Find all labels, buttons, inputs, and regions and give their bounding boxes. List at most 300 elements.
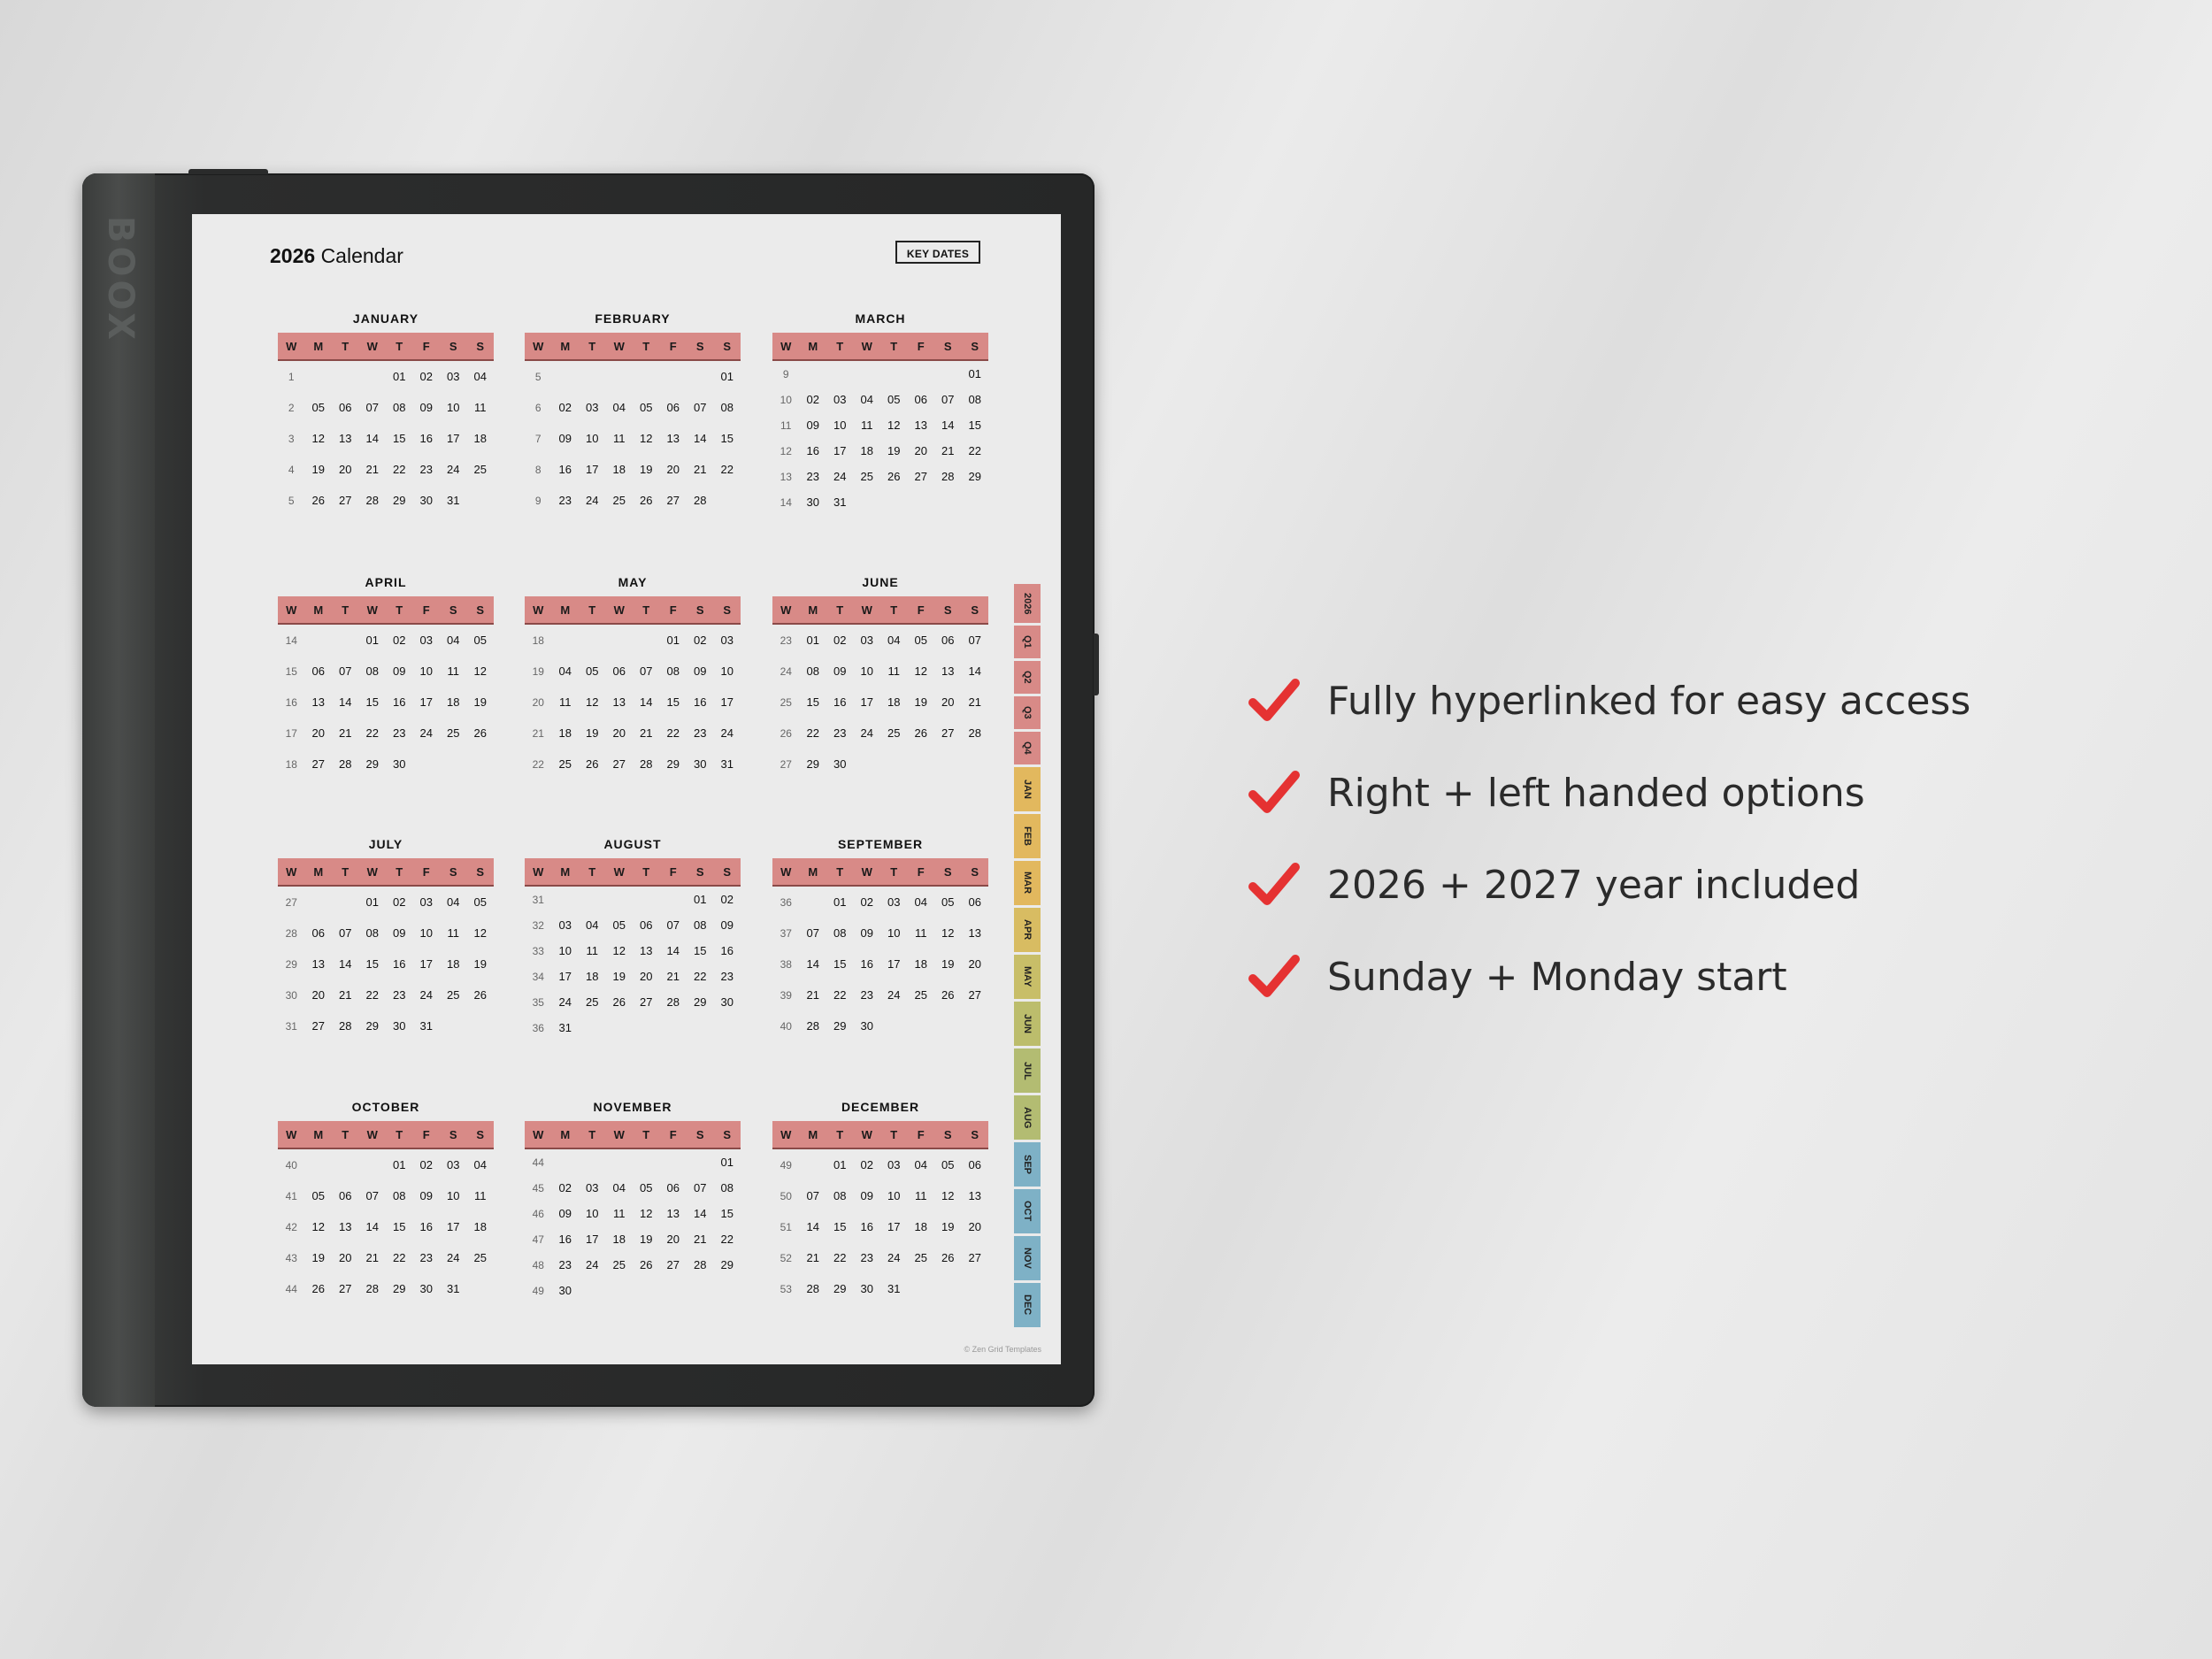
day-cell[interactable]: 27 bbox=[666, 1258, 680, 1271]
day-cell[interactable]: 16 bbox=[419, 1220, 433, 1233]
month-block[interactable] bbox=[525, 1100, 741, 1303]
day-cell[interactable]: 02 bbox=[419, 1158, 433, 1171]
day-cell[interactable]: 15 bbox=[833, 957, 847, 971]
day-cell[interactable]: 07 bbox=[640, 664, 653, 678]
day-cell[interactable]: 11 bbox=[915, 1189, 927, 1202]
month-block[interactable] bbox=[525, 837, 741, 1041]
day-cell[interactable]: 26 bbox=[887, 470, 901, 483]
day-cell[interactable]: 07 bbox=[968, 634, 981, 647]
month-block[interactable] bbox=[278, 311, 494, 516]
day-cell[interactable]: 02 bbox=[860, 895, 873, 909]
day-cell[interactable]: 10 bbox=[720, 664, 733, 678]
week-number[interactable]: 27 bbox=[285, 895, 297, 909]
day-cell[interactable]: 06 bbox=[666, 1181, 680, 1194]
week-number[interactable]: 37 bbox=[780, 926, 792, 940]
day-cell[interactable]: 03 bbox=[558, 918, 572, 932]
week-number[interactable]: 11 bbox=[780, 419, 792, 432]
day-cell[interactable]: 29 bbox=[806, 757, 819, 771]
day-cell[interactable]: 10 bbox=[887, 926, 901, 940]
day-cell[interactable]: 18 bbox=[860, 444, 873, 457]
day-cell[interactable]: 24 bbox=[833, 470, 847, 483]
day-cell[interactable]: 04 bbox=[447, 895, 460, 909]
day-cell[interactable]: 02 bbox=[694, 634, 707, 647]
day-cell[interactable]: 28 bbox=[666, 995, 680, 1009]
day-cell[interactable]: 10 bbox=[447, 1189, 460, 1202]
week-number[interactable]: 10 bbox=[780, 393, 792, 406]
week-number[interactable]: 17 bbox=[285, 726, 297, 740]
day-cell[interactable]: 21 bbox=[365, 463, 379, 476]
week-number[interactable]: 49 bbox=[780, 1158, 792, 1171]
day-cell[interactable]: 14 bbox=[339, 957, 352, 971]
week-number[interactable]: 36 bbox=[532, 1021, 544, 1034]
day-cell[interactable]: 11 bbox=[887, 664, 900, 678]
day-cell[interactable]: 11 bbox=[447, 664, 459, 678]
day-cell[interactable]: 10 bbox=[419, 926, 433, 940]
day-cell[interactable]: 13 bbox=[666, 432, 680, 445]
month-name[interactable]: JANUARY bbox=[352, 311, 419, 326]
month-name[interactable]: JULY bbox=[368, 837, 403, 851]
day-cell[interactable]: 15 bbox=[365, 695, 379, 709]
day-cell[interactable]: 06 bbox=[640, 918, 653, 932]
day-cell[interactable]: 18 bbox=[612, 1233, 626, 1246]
day-cell[interactable]: 20 bbox=[666, 463, 680, 476]
day-cell[interactable]: 05 bbox=[311, 1189, 325, 1202]
week-number[interactable]: 8 bbox=[534, 463, 541, 476]
day-cell[interactable]: 06 bbox=[941, 634, 955, 647]
day-cell[interactable]: 08 bbox=[806, 664, 819, 678]
day-cell[interactable]: 21 bbox=[968, 695, 981, 709]
day-cell[interactable]: 11 bbox=[474, 401, 487, 414]
day-cell[interactable]: 18 bbox=[914, 957, 927, 971]
day-cell[interactable]: 22 bbox=[833, 988, 847, 1002]
week-number[interactable]: 49 bbox=[532, 1284, 544, 1297]
day-cell[interactable]: 21 bbox=[640, 726, 653, 740]
day-cell[interactable]: 01 bbox=[393, 1158, 406, 1171]
day-cell[interactable]: 03 bbox=[586, 401, 599, 414]
week-number[interactable]: 20 bbox=[532, 695, 544, 709]
day-cell[interactable]: 21 bbox=[694, 463, 707, 476]
day-cell[interactable]: 23 bbox=[558, 494, 572, 507]
week-number[interactable]: 51 bbox=[780, 1220, 792, 1233]
day-cell[interactable]: 11 bbox=[586, 944, 598, 957]
month-name[interactable]: SEPTEMBER bbox=[837, 837, 924, 851]
day-cell[interactable]: 02 bbox=[393, 634, 406, 647]
tab-oct[interactable] bbox=[1014, 1189, 1041, 1233]
day-cell[interactable]: 22 bbox=[968, 444, 981, 457]
day-cell[interactable]: 13 bbox=[968, 1189, 981, 1202]
week-number[interactable]: 26 bbox=[780, 726, 792, 740]
day-cell[interactable]: 02 bbox=[806, 393, 819, 406]
day-cell[interactable]: 30 bbox=[419, 1282, 433, 1295]
week-number[interactable]: 25 bbox=[780, 695, 792, 709]
day-cell[interactable]: 30 bbox=[558, 1284, 572, 1297]
day-cell[interactable]: 05 bbox=[612, 918, 626, 932]
day-cell[interactable]: 01 bbox=[720, 370, 733, 383]
week-number[interactable]: 30 bbox=[285, 988, 297, 1002]
day-cell[interactable]: 21 bbox=[339, 988, 352, 1002]
week-number[interactable]: 40 bbox=[285, 1158, 297, 1171]
day-cell[interactable]: 09 bbox=[393, 664, 406, 678]
day-cell[interactable]: 18 bbox=[447, 957, 460, 971]
day-cell[interactable]: 19 bbox=[914, 695, 927, 709]
day-cell[interactable]: 01 bbox=[806, 634, 819, 647]
day-cell[interactable]: 07 bbox=[365, 1189, 379, 1202]
week-number[interactable]: 28 bbox=[285, 926, 297, 940]
tab-mar[interactable] bbox=[1014, 861, 1041, 905]
day-cell[interactable]: 27 bbox=[612, 757, 626, 771]
day-cell[interactable]: 17 bbox=[887, 957, 901, 971]
day-cell[interactable]: 09 bbox=[720, 918, 733, 932]
week-number[interactable]: 27 bbox=[780, 757, 792, 771]
day-cell[interactable]: 01 bbox=[968, 367, 981, 380]
day-cell[interactable]: 24 bbox=[419, 988, 433, 1002]
month-name[interactable]: FEBRUARY bbox=[595, 311, 671, 326]
month-block[interactable] bbox=[525, 311, 741, 516]
day-cell[interactable]: 31 bbox=[887, 1282, 901, 1295]
day-cell[interactable]: 08 bbox=[833, 926, 847, 940]
day-cell[interactable]: 30 bbox=[393, 1019, 406, 1033]
day-cell[interactable]: 15 bbox=[806, 695, 819, 709]
day-cell[interactable]: 23 bbox=[419, 463, 433, 476]
day-cell[interactable]: 20 bbox=[311, 988, 325, 1002]
day-cell[interactable]: 14 bbox=[365, 432, 379, 445]
day-cell[interactable]: 31 bbox=[419, 1019, 433, 1033]
day-cell[interactable]: 12 bbox=[311, 432, 325, 445]
day-cell[interactable]: 30 bbox=[806, 495, 819, 509]
week-number[interactable]: 21 bbox=[532, 726, 544, 740]
week-number[interactable]: 52 bbox=[780, 1251, 792, 1264]
week-number[interactable]: 31 bbox=[532, 893, 544, 906]
week-number[interactable]: 13 bbox=[780, 470, 792, 483]
day-cell[interactable]: 07 bbox=[339, 664, 352, 678]
day-cell[interactable]: 24 bbox=[558, 995, 572, 1009]
day-cell[interactable]: 21 bbox=[339, 726, 352, 740]
day-cell[interactable]: 23 bbox=[860, 1251, 873, 1264]
day-cell[interactable]: 30 bbox=[860, 1019, 873, 1033]
day-cell[interactable]: 24 bbox=[586, 1258, 599, 1271]
month-block[interactable] bbox=[772, 311, 988, 515]
week-number[interactable]: 29 bbox=[285, 957, 297, 971]
day-cell[interactable]: 28 bbox=[339, 757, 352, 771]
day-cell[interactable]: 29 bbox=[968, 470, 981, 483]
month-name[interactable]: NOVEMBER bbox=[593, 1100, 672, 1114]
day-cell[interactable]: 15 bbox=[666, 695, 680, 709]
day-cell[interactable]: 19 bbox=[612, 970, 626, 983]
day-cell[interactable]: 05 bbox=[887, 393, 901, 406]
day-cell[interactable]: 02 bbox=[720, 893, 733, 906]
day-cell[interactable]: 29 bbox=[833, 1282, 847, 1295]
day-cell[interactable]: 15 bbox=[365, 957, 379, 971]
day-cell[interactable]: 02 bbox=[558, 401, 572, 414]
day-cell[interactable]: 26 bbox=[640, 494, 653, 507]
day-cell[interactable]: 01 bbox=[694, 893, 707, 906]
week-number[interactable]: 38 bbox=[780, 957, 792, 971]
day-cell[interactable]: 04 bbox=[558, 664, 572, 678]
tab-dec[interactable] bbox=[1014, 1283, 1041, 1327]
day-cell[interactable]: 08 bbox=[365, 926, 379, 940]
month-name[interactable]: APRIL bbox=[365, 575, 407, 589]
day-cell[interactable]: 26 bbox=[586, 757, 599, 771]
week-number[interactable]: 12 bbox=[780, 444, 792, 457]
day-cell[interactable]: 06 bbox=[914, 393, 927, 406]
day-cell[interactable]: 21 bbox=[806, 988, 819, 1002]
day-cell[interactable]: 16 bbox=[860, 1220, 873, 1233]
day-cell[interactable]: 21 bbox=[365, 1251, 379, 1264]
day-cell[interactable]: 10 bbox=[586, 432, 599, 445]
day-cell[interactable]: 12 bbox=[473, 664, 487, 678]
day-cell[interactable]: 22 bbox=[393, 1251, 406, 1264]
day-cell[interactable]: 26 bbox=[311, 494, 325, 507]
day-cell[interactable]: 11 bbox=[613, 1207, 626, 1220]
day-cell[interactable]: 02 bbox=[860, 1158, 873, 1171]
day-cell[interactable]: 17 bbox=[833, 444, 847, 457]
day-cell[interactable]: 11 bbox=[559, 695, 572, 709]
day-cell[interactable]: 15 bbox=[393, 1220, 406, 1233]
week-number[interactable]: 23 bbox=[780, 634, 792, 647]
day-cell[interactable]: 16 bbox=[393, 695, 406, 709]
week-number[interactable]: 9 bbox=[782, 367, 789, 380]
day-cell[interactable]: 30 bbox=[393, 757, 406, 771]
day-cell[interactable]: 03 bbox=[833, 393, 847, 406]
day-cell[interactable]: 26 bbox=[914, 726, 927, 740]
day-cell[interactable]: 08 bbox=[968, 393, 981, 406]
day-cell[interactable]: 05 bbox=[473, 634, 487, 647]
week-number[interactable]: 33 bbox=[532, 944, 544, 957]
day-cell[interactable]: 02 bbox=[393, 895, 406, 909]
day-cell[interactable]: 15 bbox=[694, 944, 707, 957]
week-number[interactable]: 19 bbox=[532, 664, 544, 678]
day-cell[interactable]: 20 bbox=[640, 970, 653, 983]
day-cell[interactable]: 17 bbox=[558, 970, 572, 983]
day-cell[interactable]: 05 bbox=[586, 664, 599, 678]
day-cell[interactable]: 26 bbox=[473, 726, 487, 740]
week-number[interactable]: 14 bbox=[780, 495, 792, 509]
day-cell[interactable]: 26 bbox=[311, 1282, 325, 1295]
tab-apr[interactable] bbox=[1014, 908, 1041, 952]
day-cell[interactable]: 10 bbox=[419, 664, 433, 678]
tab-jun[interactable] bbox=[1014, 1002, 1041, 1046]
day-cell[interactable]: 27 bbox=[968, 988, 981, 1002]
day-cell[interactable]: 23 bbox=[806, 470, 819, 483]
day-cell[interactable]: 12 bbox=[612, 944, 626, 957]
day-cell[interactable]: 25 bbox=[887, 726, 901, 740]
day-cell[interactable]: 01 bbox=[393, 370, 406, 383]
day-cell[interactable]: 03 bbox=[887, 1158, 901, 1171]
day-cell[interactable]: 08 bbox=[393, 401, 406, 414]
day-cell[interactable]: 30 bbox=[860, 1282, 873, 1295]
day-cell[interactable]: 13 bbox=[339, 432, 352, 445]
day-cell[interactable]: 30 bbox=[694, 757, 707, 771]
week-number[interactable]: 41 bbox=[285, 1189, 297, 1202]
month-name[interactable]: DECEMBER bbox=[841, 1100, 920, 1114]
tab-jul[interactable] bbox=[1014, 1048, 1041, 1093]
day-cell[interactable]: 01 bbox=[833, 1158, 847, 1171]
day-cell[interactable]: 01 bbox=[365, 895, 379, 909]
day-cell[interactable]: 22 bbox=[666, 726, 680, 740]
day-cell[interactable]: 07 bbox=[806, 926, 819, 940]
day-cell[interactable]: 30 bbox=[419, 494, 433, 507]
day-cell[interactable]: 05 bbox=[640, 1181, 653, 1194]
day-cell[interactable]: 23 bbox=[833, 726, 847, 740]
day-cell[interactable]: 25 bbox=[914, 1251, 927, 1264]
day-cell[interactable]: 07 bbox=[941, 393, 955, 406]
day-cell[interactable]: 24 bbox=[447, 1251, 460, 1264]
day-cell[interactable]: 02 bbox=[558, 1181, 572, 1194]
day-cell[interactable]: 13 bbox=[914, 419, 927, 432]
day-cell[interactable]: 26 bbox=[640, 1258, 653, 1271]
day-cell[interactable]: 10 bbox=[447, 401, 460, 414]
day-cell[interactable]: 13 bbox=[612, 695, 626, 709]
day-cell[interactable]: 11 bbox=[861, 419, 873, 432]
day-cell[interactable]: 17 bbox=[419, 957, 433, 971]
day-cell[interactable]: 17 bbox=[586, 1233, 599, 1246]
day-cell[interactable]: 22 bbox=[833, 1251, 847, 1264]
day-cell[interactable]: 07 bbox=[806, 1189, 819, 1202]
month-name[interactable]: MARCH bbox=[855, 311, 906, 326]
day-cell[interactable]: 28 bbox=[694, 1258, 707, 1271]
day-cell[interactable]: 14 bbox=[694, 432, 707, 445]
day-cell[interactable]: 10 bbox=[860, 664, 873, 678]
week-number[interactable]: 43 bbox=[285, 1251, 297, 1264]
day-cell[interactable]: 09 bbox=[694, 664, 707, 678]
week-number[interactable]: 4 bbox=[288, 463, 295, 476]
day-cell[interactable]: 12 bbox=[887, 419, 901, 432]
day-cell[interactable]: 10 bbox=[586, 1207, 599, 1220]
day-cell[interactable]: 27 bbox=[968, 1251, 981, 1264]
day-cell[interactable]: 03 bbox=[419, 895, 433, 909]
day-cell[interactable]: 31 bbox=[720, 757, 733, 771]
week-number[interactable]: 1 bbox=[288, 370, 295, 383]
day-cell[interactable]: 20 bbox=[666, 1233, 680, 1246]
day-cell[interactable]: 01 bbox=[720, 1156, 733, 1169]
day-cell[interactable]: 22 bbox=[806, 726, 819, 740]
day-cell[interactable]: 22 bbox=[393, 463, 406, 476]
day-cell[interactable]: 19 bbox=[640, 1233, 653, 1246]
day-cell[interactable]: 13 bbox=[311, 957, 325, 971]
day-cell[interactable]: 25 bbox=[473, 463, 487, 476]
day-cell[interactable]: 18 bbox=[473, 432, 487, 445]
day-cell[interactable]: 25 bbox=[612, 494, 626, 507]
day-cell[interactable]: 27 bbox=[640, 995, 653, 1009]
week-number[interactable]: 36 bbox=[780, 895, 792, 909]
day-cell[interactable]: 22 bbox=[720, 463, 733, 476]
week-number[interactable]: 45 bbox=[532, 1181, 544, 1194]
day-cell[interactable]: 28 bbox=[640, 757, 653, 771]
day-cell[interactable]: 28 bbox=[806, 1019, 819, 1033]
day-cell[interactable]: 27 bbox=[941, 726, 955, 740]
day-cell[interactable]: 08 bbox=[694, 918, 707, 932]
day-cell[interactable]: 20 bbox=[968, 1220, 981, 1233]
day-cell[interactable]: 13 bbox=[339, 1220, 352, 1233]
day-cell[interactable]: 13 bbox=[941, 664, 955, 678]
tab-jan[interactable] bbox=[1014, 767, 1041, 811]
day-cell[interactable]: 23 bbox=[419, 1251, 433, 1264]
day-cell[interactable]: 20 bbox=[339, 463, 352, 476]
day-cell[interactable]: 29 bbox=[393, 1282, 406, 1295]
day-cell[interactable]: 23 bbox=[393, 988, 406, 1002]
week-number[interactable]: 24 bbox=[780, 664, 792, 678]
day-cell[interactable]: 08 bbox=[666, 664, 680, 678]
day-cell[interactable]: 18 bbox=[447, 695, 460, 709]
day-cell[interactable]: 29 bbox=[365, 757, 379, 771]
day-cell[interactable]: 25 bbox=[558, 757, 572, 771]
day-cell[interactable]: 06 bbox=[339, 1189, 352, 1202]
day-cell[interactable]: 25 bbox=[914, 988, 927, 1002]
day-cell[interactable]: 03 bbox=[720, 634, 733, 647]
day-cell[interactable]: 19 bbox=[941, 1220, 955, 1233]
day-cell[interactable]: 27 bbox=[914, 470, 927, 483]
month-block[interactable] bbox=[772, 837, 988, 1041]
day-cell[interactable]: 27 bbox=[311, 757, 325, 771]
day-cell[interactable]: 28 bbox=[339, 1019, 352, 1033]
day-cell[interactable]: 16 bbox=[860, 957, 873, 971]
day-cell[interactable]: 09 bbox=[806, 419, 819, 432]
day-cell[interactable]: 26 bbox=[612, 995, 626, 1009]
day-cell[interactable]: 06 bbox=[612, 664, 626, 678]
week-number[interactable]: 15 bbox=[285, 664, 297, 678]
day-cell[interactable]: 25 bbox=[447, 988, 460, 1002]
day-cell[interactable]: 25 bbox=[473, 1251, 487, 1264]
day-cell[interactable]: 13 bbox=[666, 1207, 680, 1220]
week-number[interactable]: 18 bbox=[532, 634, 544, 647]
day-cell[interactable]: 29 bbox=[393, 494, 406, 507]
month-block[interactable] bbox=[772, 1100, 988, 1304]
day-cell[interactable]: 07 bbox=[694, 401, 707, 414]
day-cell[interactable]: 08 bbox=[833, 1189, 847, 1202]
day-cell[interactable]: 18 bbox=[586, 970, 599, 983]
day-cell[interactable]: 20 bbox=[941, 695, 955, 709]
month-block[interactable] bbox=[278, 575, 494, 780]
day-cell[interactable]: 18 bbox=[473, 1220, 487, 1233]
day-cell[interactable]: 06 bbox=[666, 401, 680, 414]
week-number[interactable]: 6 bbox=[534, 401, 541, 414]
day-cell[interactable]: 07 bbox=[694, 1181, 707, 1194]
day-cell[interactable]: 09 bbox=[558, 1207, 572, 1220]
day-cell[interactable]: 12 bbox=[586, 695, 599, 709]
day-cell[interactable]: 11 bbox=[915, 926, 927, 940]
day-cell[interactable]: 29 bbox=[833, 1019, 847, 1033]
day-cell[interactable]: 06 bbox=[311, 926, 325, 940]
day-cell[interactable]: 22 bbox=[694, 970, 707, 983]
day-cell[interactable]: 04 bbox=[612, 401, 626, 414]
day-cell[interactable]: 17 bbox=[447, 432, 460, 445]
day-cell[interactable]: 03 bbox=[447, 1158, 460, 1171]
day-cell[interactable]: 04 bbox=[887, 634, 901, 647]
day-cell[interactable]: 14 bbox=[968, 664, 981, 678]
day-cell[interactable]: 29 bbox=[694, 995, 707, 1009]
day-cell[interactable]: 28 bbox=[365, 1282, 379, 1295]
day-cell[interactable]: 16 bbox=[720, 944, 733, 957]
day-cell[interactable]: 14 bbox=[694, 1207, 707, 1220]
day-cell[interactable]: 26 bbox=[941, 988, 955, 1002]
day-cell[interactable]: 18 bbox=[887, 695, 901, 709]
month-name[interactable]: AUGUST bbox=[603, 837, 662, 851]
month-name[interactable]: JUNE bbox=[862, 575, 899, 589]
week-number[interactable]: 2 bbox=[288, 401, 295, 414]
day-cell[interactable]: 12 bbox=[914, 664, 927, 678]
day-cell[interactable]: 10 bbox=[887, 1189, 901, 1202]
month-name[interactable]: OCTOBER bbox=[351, 1100, 420, 1114]
day-cell[interactable]: 01 bbox=[365, 634, 379, 647]
day-cell[interactable]: 11 bbox=[613, 432, 626, 445]
day-cell[interactable]: 31 bbox=[558, 1021, 572, 1034]
week-number[interactable]: 18 bbox=[285, 757, 297, 771]
day-cell[interactable]: 07 bbox=[339, 926, 352, 940]
day-cell[interactable]: 05 bbox=[941, 1158, 955, 1171]
day-cell[interactable]: 14 bbox=[640, 695, 653, 709]
tab-aug[interactable] bbox=[1014, 1095, 1041, 1140]
day-cell[interactable]: 16 bbox=[393, 957, 406, 971]
